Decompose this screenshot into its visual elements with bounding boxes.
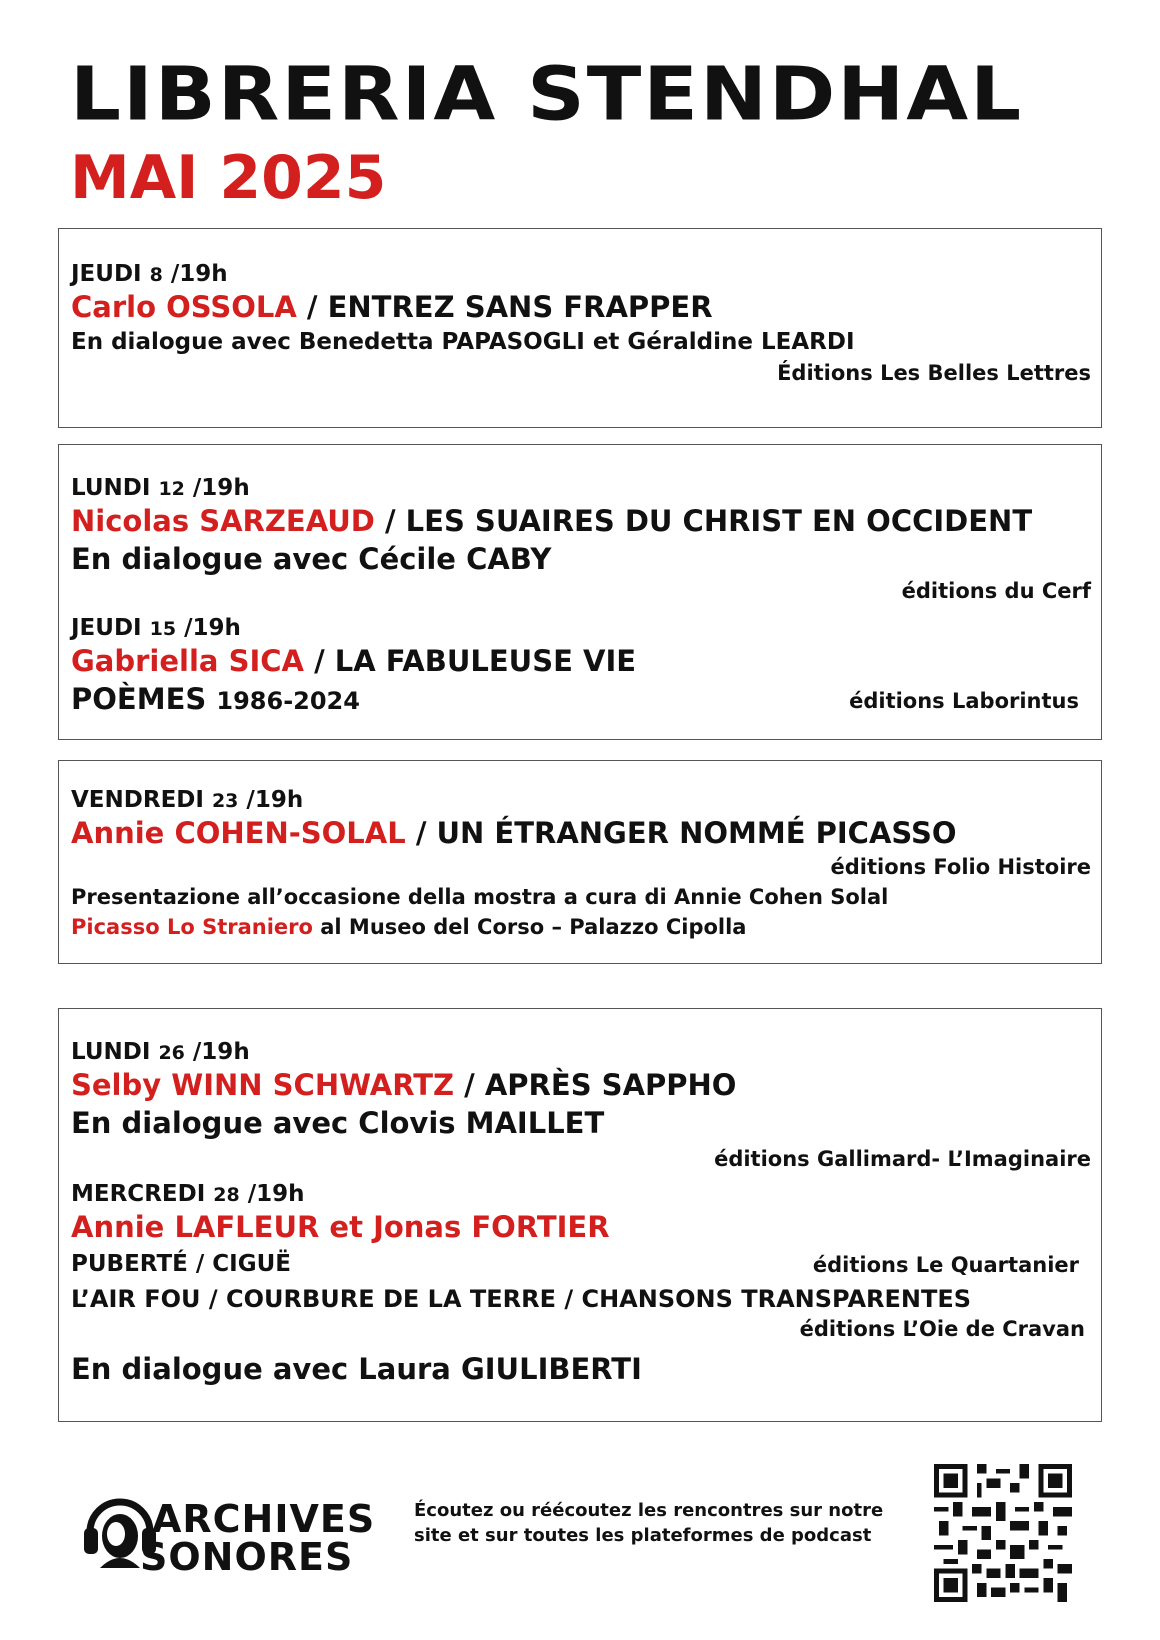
event-subtitle: POÈMES 1986-2024 xyxy=(71,682,360,716)
event-date: LUNDI 12 /19h xyxy=(71,475,250,501)
event-publisher: Éditions Les Belles Lettres xyxy=(777,361,1091,385)
event-publisher: éditions du Cerf xyxy=(901,579,1091,603)
event-title xyxy=(71,290,713,324)
event-book: / UN ÉTRANGER NOMMÉ PICASSO xyxy=(405,816,957,850)
event-title xyxy=(71,816,957,850)
podcast-info: Écoutez ou réécoutez les rencontres sur notre site et sur toutes les plateformes de podcast xyxy=(414,1500,884,1546)
event-titles: PUBERTÉ / CIGUË xyxy=(71,1251,291,1277)
event-publisher: éditions Gallimard- L’Imaginaire xyxy=(714,1147,1091,1171)
event-dialogue: En dialogue avec Clovis MAILLET xyxy=(71,1106,605,1140)
event-author: Annie COHEN-SOLAL xyxy=(71,816,406,850)
event-book: / LES SUAIRES DU CHRIST EN OCCIDENT xyxy=(374,504,1033,538)
logo-archives: ARCHIVES xyxy=(152,1497,376,1541)
event-date: JEUDI 15 /19h xyxy=(71,615,241,641)
page-month: MAI 2025 xyxy=(70,143,387,213)
event-date: VENDREDI 23 /19h xyxy=(71,787,304,813)
event-date: LUNDI 26 /19h xyxy=(71,1039,250,1065)
event-dialogue: En dialogue avec Cécile CABY xyxy=(71,542,552,576)
logo-sonores: SONORES xyxy=(140,1535,354,1579)
event-title xyxy=(71,504,1033,538)
event-titles: L’AIR FOU / COURBURE DE LA TERRE / CHANSONS TRANSPARENTES xyxy=(71,1285,972,1313)
event-author: Gabriella SICA xyxy=(71,644,304,678)
event-title xyxy=(71,644,637,678)
event-box-3 xyxy=(58,760,1102,964)
event-dialogue: En dialogue avec Benedetta PAPASOGLI et Géraldine LEARDI xyxy=(71,329,855,355)
event-date: JEUDI 8 /19h xyxy=(71,261,228,287)
page-title: LIBRERIA STENDHAL xyxy=(70,51,1024,138)
qr-code-icon[interactable] xyxy=(934,1464,1072,1602)
event-exhibit: Picasso Lo Straniero al Museo del Corso – Palazzo Cipolla xyxy=(71,915,747,939)
event-date: MERCREDI 28 /19h xyxy=(71,1181,305,1207)
event-box-4 xyxy=(58,1008,1102,1422)
event-book: / LA FABULEUSE VIE xyxy=(304,644,637,678)
event-book: / ENTREZ SANS FRAPPER xyxy=(296,290,713,324)
event-publisher: éditions Folio Histoire xyxy=(830,855,1091,879)
event-author: Carlo OSSOLA xyxy=(71,290,297,324)
event-dialogue: En dialogue avec Laura GIULIBERTI xyxy=(71,1352,642,1386)
event-publisher: éditions Le Quartanier xyxy=(812,1253,1079,1277)
event-book: / APRÈS SAPPHO xyxy=(454,1068,737,1102)
event-title xyxy=(71,1210,610,1244)
event-author: Nicolas SARZEAUD xyxy=(71,504,375,538)
event-author: Selby WINN SCHWARTZ xyxy=(71,1068,455,1102)
event-box-2 xyxy=(58,444,1102,740)
event-publisher: éditions Laborintus xyxy=(849,689,1079,713)
event-title xyxy=(71,1068,737,1102)
event-author: Annie LAFLEUR et Jonas FORTIER xyxy=(71,1210,610,1244)
event-publisher: éditions L’Oie de Cravan xyxy=(799,1317,1085,1341)
event-box-1 xyxy=(58,228,1102,428)
event-note: Presentazione all’occasione della mostra a cura di Annie Cohen Solal xyxy=(71,885,889,909)
